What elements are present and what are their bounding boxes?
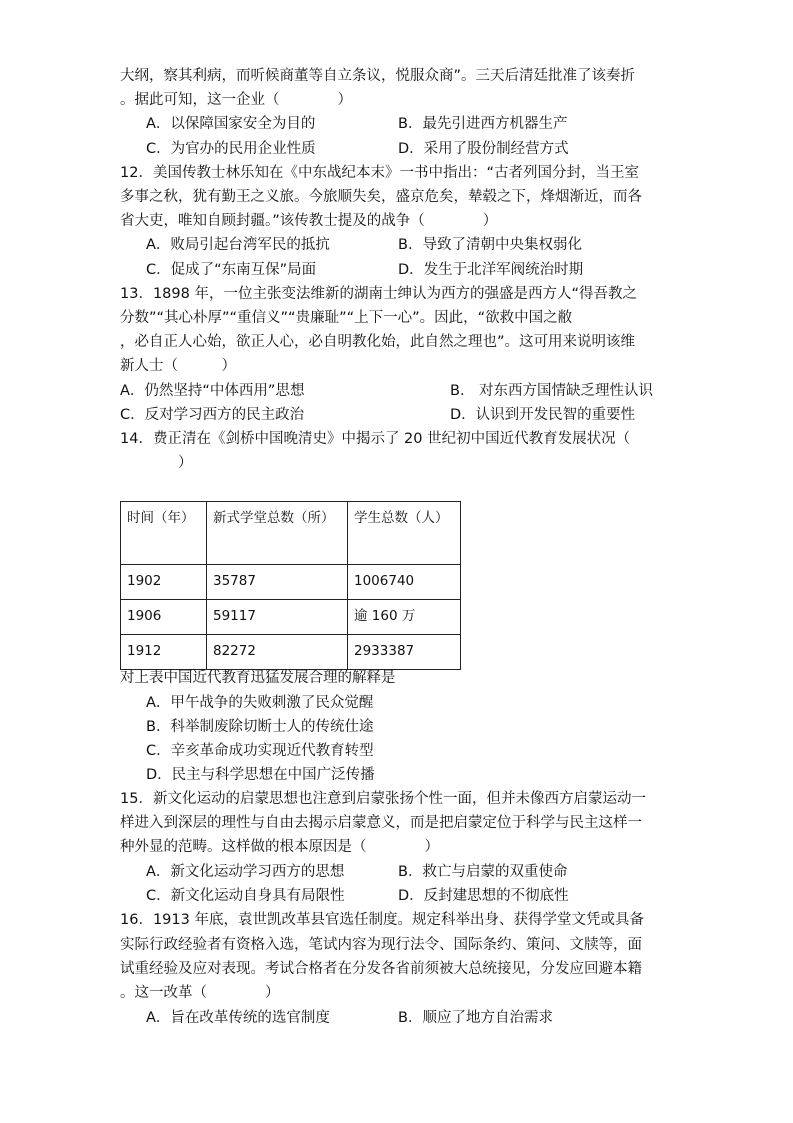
q16-stem-line-3: 试重经验及应对表现。考试合格者在分发各省前须被大总统接见，分发应回避本籍 xyxy=(120,961,642,977)
table-header-cell: 新式学堂总数（所） xyxy=(207,502,348,565)
q14-option-c[interactable]: C．辛亥革命成功实现近代教育转型 xyxy=(146,743,374,759)
education-table xyxy=(120,501,461,670)
q16-option-a[interactable]: A．旨在改革传统的选官制度 xyxy=(146,1010,330,1026)
q14-option-b[interactable]: B．科举制废除切断士人的传统仕途 xyxy=(146,719,374,735)
table-cell: 82272 xyxy=(207,635,348,670)
q11-option-c[interactable]: C．为官办的民用企业性质 xyxy=(146,141,316,157)
table-header-cell: 时间（年） xyxy=(121,502,207,565)
q12-stem-line-2: 多事之秋，犹有勤王之义旅。今旅顺失矣，盛京危矣，辇毂之下，烽烟渐近，而各 xyxy=(120,189,642,205)
table-cell: 1912 xyxy=(121,635,207,670)
q16-stem-line-1: 16．1913 年底，袁世凯改革县官选任制度。规定科举出身、获得学堂文凭或具备 xyxy=(120,912,644,928)
table-cell: 1906 xyxy=(121,600,207,635)
q14-stem-line-2: ） xyxy=(120,455,193,471)
q15-option-d[interactable]: D．反封建思想的不彻底性 xyxy=(398,888,569,904)
q16-option-b[interactable]: B．顺应了地方自治需求 xyxy=(398,1010,553,1026)
q11-stem-line-1: 大纲，察其利病，而听候商董等自立条议，悦服众商”。三天后清廷批准了该奏折 xyxy=(120,68,636,84)
q13-option-c[interactable]: C．反对学习西方的民主政治 xyxy=(120,407,305,423)
table-cell: 35787 xyxy=(207,565,348,600)
q14-after-table-text: 对上表中国近代教育迅猛发展合理的解释是 xyxy=(120,670,396,686)
q15-stem-line-3: 种外显的范畴。这样做的根本原因是（ ） xyxy=(120,839,439,855)
q13-stem-line-3: ，必自正人心始，欲正人心，必自明教化始，此自然之理也”。这可用来说明该维 xyxy=(120,334,636,350)
table-cell: 2933387 xyxy=(348,635,461,670)
q15-option-a[interactable]: A．新文化运动学习西方的思想 xyxy=(146,864,345,880)
q15-option-c[interactable]: C．新文化运动自身具有局限性 xyxy=(146,888,345,904)
table-row xyxy=(121,565,461,600)
table-cell: 1006740 xyxy=(348,565,461,600)
q12-stem-line-3: 省大吏，唯知自顾封疆。”该传教士提及的战争（ ） xyxy=(120,213,498,229)
q13-option-b[interactable]: B． 对东西方国情缺乏理性认识 xyxy=(450,383,654,399)
q13-stem-line-1: 13．1898 年，一位主张变法维新的湖南士绅认为西方的强盛是西方人“得吾教之 xyxy=(120,286,637,302)
q15-option-b[interactable]: B．救亡与启蒙的双重使命 xyxy=(398,864,568,880)
table-header-row xyxy=(121,502,461,565)
q15-stem-line-1: 15．新文化运动的启蒙思想也注意到启蒙张扬个性一面，但并未像西方启蒙运动一 xyxy=(120,791,646,807)
q12-stem-line-1: 12．美国传教士林乐知在《中东战纪本末》一书中指出：“古者列国分封，当王室 xyxy=(120,165,639,181)
q12-option-a[interactable]: A．败局引起台湾军民的抵抗 xyxy=(146,237,330,253)
q15-stem-line-2: 样进入到深层的理性与自由去揭示启蒙意义，而是把启蒙定位于科学与民主这样一 xyxy=(120,815,642,831)
q12-option-d[interactable]: D．发生于北洋军阀统治时期 xyxy=(398,262,584,278)
q11-option-d[interactable]: D．采用了股份制经营方式 xyxy=(398,141,569,157)
table-cell: 1902 xyxy=(121,565,207,600)
q12-option-b[interactable]: B．导致了清朝中央集权弱化 xyxy=(398,237,582,253)
q14-option-a[interactable]: A．甲午战争的失败刺激了民众觉醒 xyxy=(146,695,374,711)
q13-option-d[interactable]: D．认识到开发民智的重要性 xyxy=(450,407,636,423)
q14-option-d[interactable]: D．民主与科学思想在中国广泛传播 xyxy=(146,767,375,783)
q13-stem-line-2: 分数”“其心朴厚”“重信义”“贵廉耻”“上下一心”。因此，“欲救中国之敝 xyxy=(120,310,573,326)
table-cell: 59117 xyxy=(207,600,348,635)
q11-stem-line-2: 。据此可知，这一企业（ ） xyxy=(120,92,352,108)
q14-stem-line-1: 14．费正清在《剑桥中国晚清史》中揭示了 20 世纪初中国近代教育发展状况（ xyxy=(120,431,631,447)
q11-option-a[interactable]: A．以保障国家安全为目的 xyxy=(146,116,316,132)
table-cell: 逾 160 万 xyxy=(348,600,461,635)
q13-option-a[interactable]: A．仍然坚持“中体西用”思想 xyxy=(120,383,305,399)
table-header-cell: 学生总数（人） xyxy=(348,502,461,565)
table-row xyxy=(121,600,461,635)
q13-stem-line-4: 新人士（ ） xyxy=(120,358,236,374)
q12-option-c[interactable]: C．促成了“东南互保”局面 xyxy=(146,262,317,278)
q16-stem-line-2: 实际行政经验者有资格入选，笔试内容为现行法令、国际条约、策问、文牍等，面 xyxy=(120,937,642,953)
q16-stem-line-4: 。这一改革（ ） xyxy=(120,985,280,1001)
table-row xyxy=(121,635,461,670)
q11-option-b[interactable]: B．最先引进西方机器生产 xyxy=(398,116,568,132)
